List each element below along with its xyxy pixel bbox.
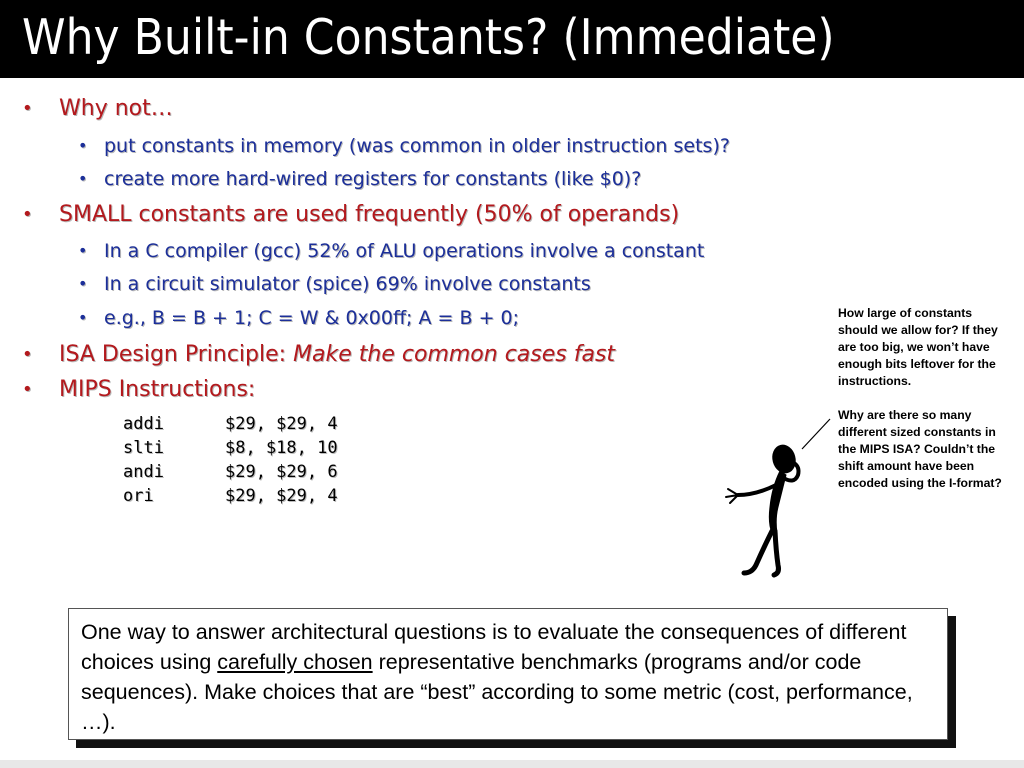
operands: $29, $29, 4 (225, 414, 338, 434)
code-line (123, 436, 338, 460)
principle-emphasis: Make the common cases fast (293, 342, 616, 367)
bullet-dot-icon: • (78, 308, 88, 327)
side-note (838, 305, 1008, 492)
opcode: slti (123, 438, 164, 458)
bullet-dot-icon: • (22, 204, 33, 225)
thinking-figure-icon (720, 415, 840, 585)
bullet-dot-icon: • (22, 344, 33, 365)
bottom-rule (0, 760, 1024, 768)
operands: $8, $18, 10 (225, 438, 338, 458)
bullet-dot-icon: • (78, 136, 88, 155)
bullet-dot-icon: • (78, 241, 88, 260)
code-line (123, 460, 338, 484)
side-note-question-1: How large of constants should we allow for? If they are too big, we won’t have enough bits leftover for the instructions. (838, 306, 998, 388)
operands: $29, $29, 6 (225, 462, 338, 482)
side-note-question-2: Why are there so many different sized constants in the MIPS ISA? Couldn’t the shift amount have been encoded using the I-format? (838, 408, 1002, 490)
code-line (123, 412, 338, 436)
opcode: ori (123, 486, 154, 506)
title-bar (0, 0, 1024, 78)
principle-label: ISA Design Principle: (59, 342, 294, 367)
underlined-phrase: carefully chosen (217, 650, 373, 674)
slide-title: Why Built-in Constants? (Immediate) (22, 9, 835, 66)
callout-box: One way to answer architectural questions is to evaluate the consequences of different choices using carefully chosen representative benchmarks (programs and/or code sequences). Make choices that are “best” according to some metric (cost, performance, …). (68, 608, 948, 740)
code-line (123, 484, 338, 508)
bullet-dot-icon: • (78, 169, 88, 188)
bullet-dot-icon: • (22, 379, 33, 400)
bullet-dot-icon: • (22, 98, 33, 119)
operands: $29, $29, 4 (225, 486, 338, 506)
bullet-dot-icon: • (78, 274, 88, 293)
opcode: andi (123, 462, 164, 482)
opcode: addi (123, 414, 164, 434)
